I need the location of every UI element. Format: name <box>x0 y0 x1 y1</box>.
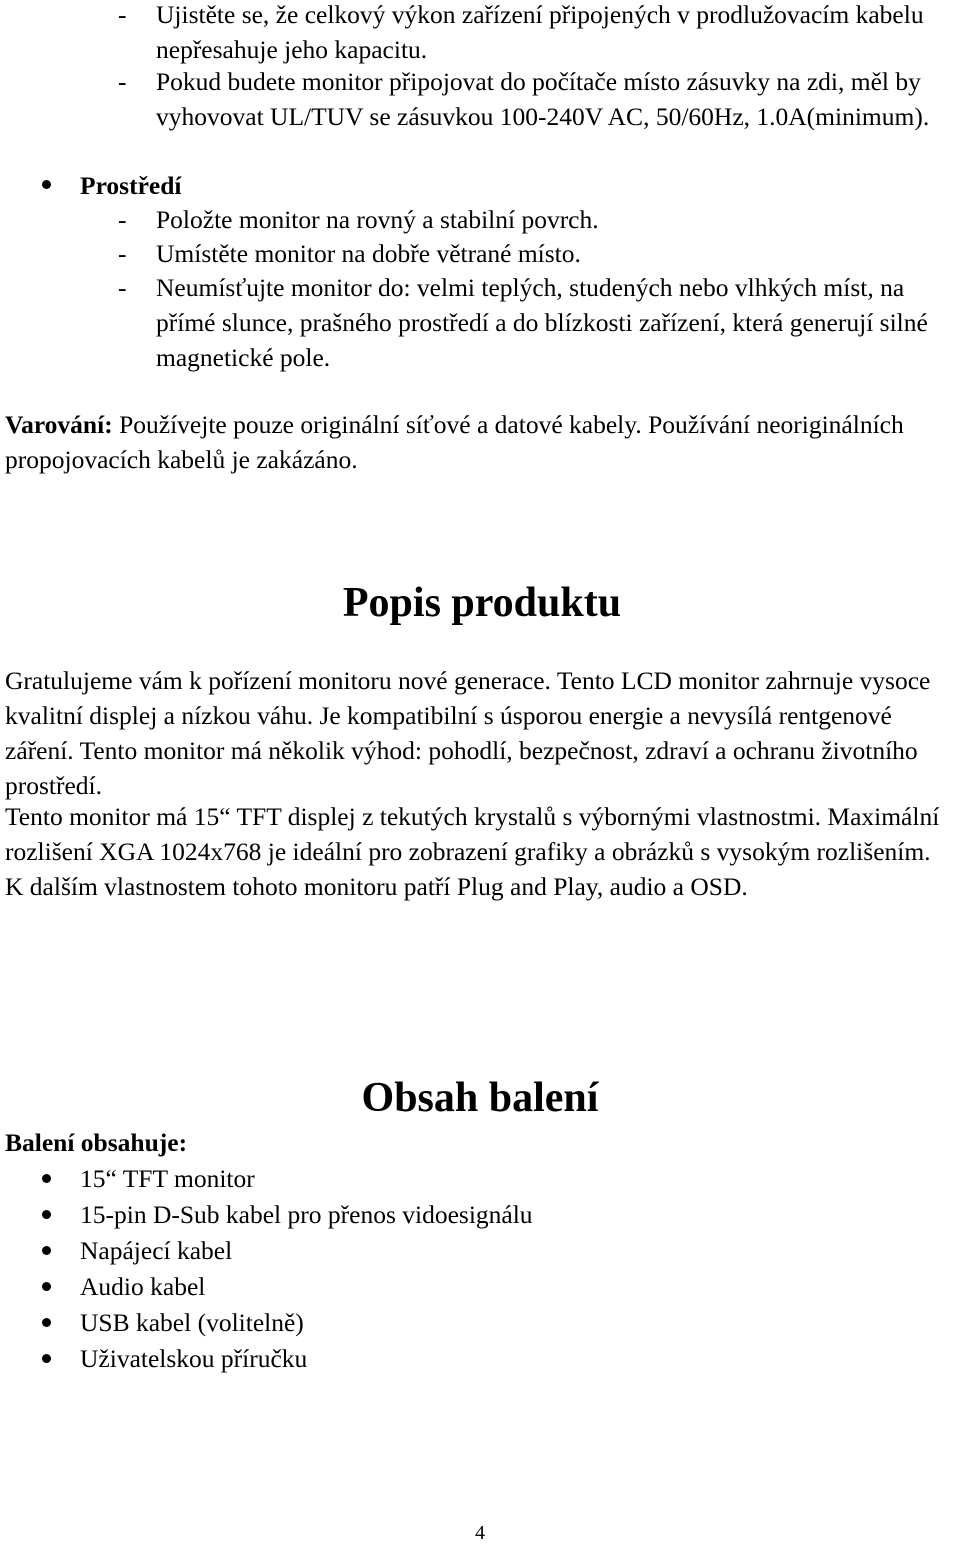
list-item: Napájecí kabel <box>80 1236 233 1265</box>
page-title-product: Popis produktu <box>342 580 622 626</box>
dash-marker: - <box>118 205 127 234</box>
bullet-icon <box>42 1174 51 1183</box>
list-item-text: Ujistěte se, že celkový výkon zařízení připojených v prodlužovacím kabelu nepřesahuje jeho kapacitu. <box>156 0 924 64</box>
bullet-icon <box>42 1282 51 1291</box>
package-intro: Balení obsahuje: <box>5 1128 188 1157</box>
list-item-text: Umístěte monitor na dobře větrané místo. <box>156 239 581 268</box>
list-item: USB kabel (volitelně) <box>80 1308 304 1337</box>
product-paragraph-2: Tento monitor má 15“ TFT displej z tekutých krystalů s výbornými vlastnostmi. Maximální rozlišení XGA 1024x768 je ideální pro zobrazení grafiky a obrázků s vysokým rozlišením. K dalším vlastnostem tohoto monitoru patří Plug and Play, audio a OSD. <box>5 802 940 901</box>
list-item: Audio kabel <box>80 1272 206 1301</box>
list-item <box>118 270 948 375</box>
bullet-icon <box>42 1354 51 1363</box>
bullet-icon <box>42 1318 51 1327</box>
list-item: Uživatelskou příručku <box>80 1344 308 1373</box>
list-item <box>118 202 948 237</box>
list-item: 15“ TFT monitor <box>80 1164 255 1193</box>
warning-paragraph <box>5 407 905 477</box>
bullet-icon <box>42 1246 51 1255</box>
page-number: 4 <box>475 1522 485 1544</box>
list-item <box>118 64 948 134</box>
list-item-text: Položte monitor na rovný a stabilní povrch. <box>156 205 599 234</box>
warning-label: Varování: <box>5 410 113 439</box>
warning-text: Používejte pouze originální síťové a datové kabely. Používání neoriginálních propojovacích kabelů je zakázáno. <box>5 410 904 474</box>
dash-marker: - <box>118 273 127 302</box>
list-item-text: Neumísťujte monitor do: velmi teplých, studených nebo vlhkých míst, na přímé slunce, prašného prostředí a do blízkosti zařízení, která generují silné magnetické pole. <box>156 273 928 372</box>
page-title-package: Obsah balení <box>361 1075 599 1121</box>
product-paragraph-1: Gratulujeme vám k pořízení monitoru nové generace. Tento LCD monitor zahrnuje vysoce kvalitní displej a nízkou váhu. Je kompatibilní s úsporou energie a nevysílá rentgenové záření. Tento monitor má několik výhod: pohodlí, bezpečnost, zdraví a ochranu životního prostředí. <box>5 666 931 800</box>
list-item: 15-pin D-Sub kabel pro přenos vidoesignálu <box>80 1200 533 1229</box>
list-item <box>118 236 948 271</box>
dash-marker: - <box>118 67 127 96</box>
bullet-icon <box>42 180 51 189</box>
dash-marker: - <box>118 0 127 29</box>
section-heading-environment: Prostředí <box>80 171 182 200</box>
list-item <box>118 0 948 67</box>
dash-marker: - <box>118 239 127 268</box>
bullet-icon <box>42 1210 51 1219</box>
list-item-text: Pokud budete monitor připojovat do počítače místo zásuvky na zdi, měl by vyhovovat UL/TUV se zásuvkou 100-240V AC, 50/60Hz, 1.0A(minimum). <box>156 67 930 131</box>
